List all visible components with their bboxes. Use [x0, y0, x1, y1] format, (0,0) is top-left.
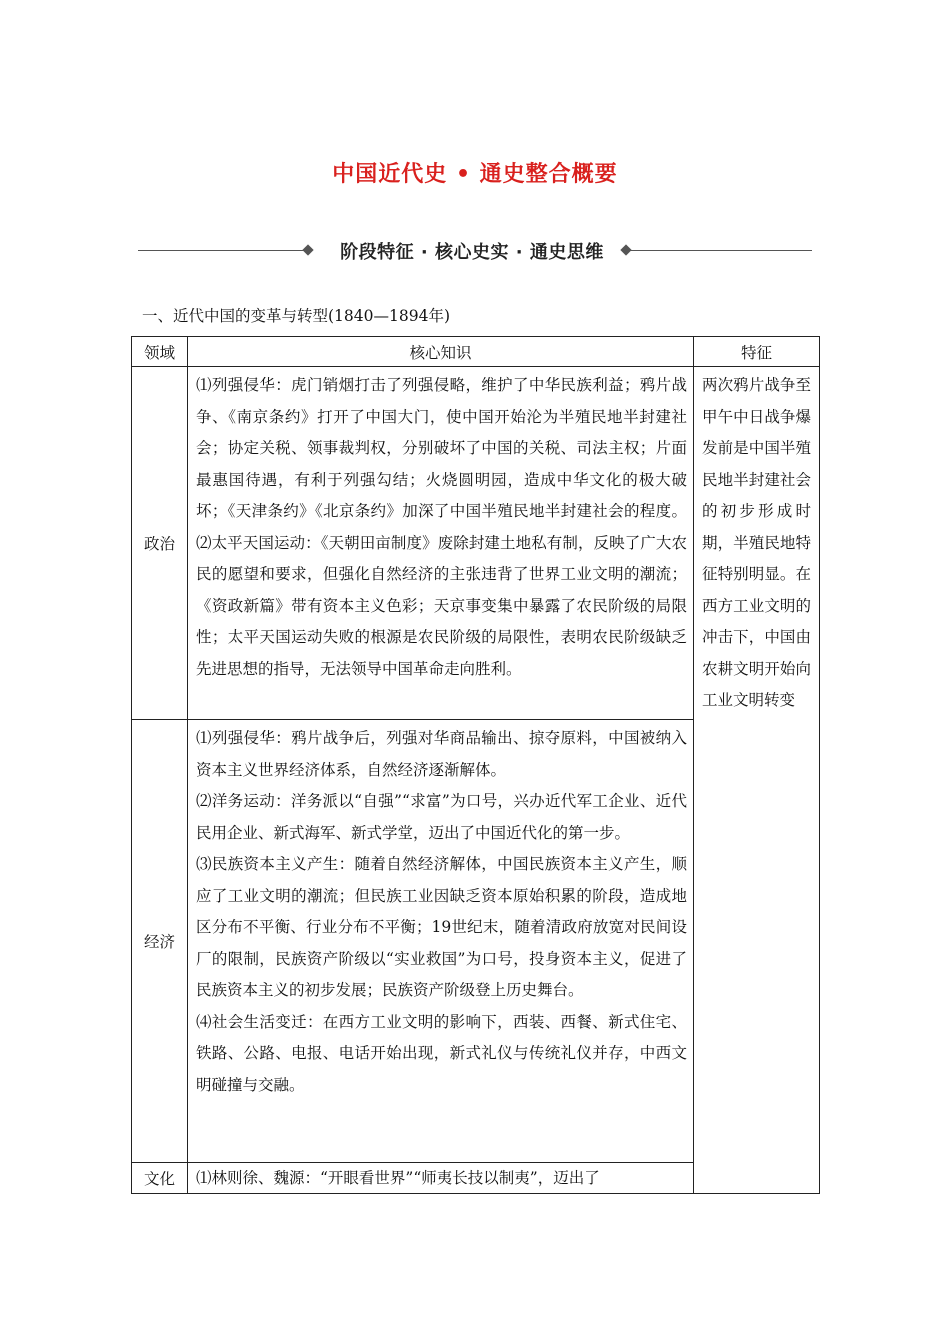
- field-cell: 文化: [132, 1163, 188, 1194]
- knowledge-paragraph: ⑷社会生活变迁：在西方工业文明的影响下，西装、西餐、新式住宅、铁路、公路、电报、电话开始出现，新式礼仪与传统礼仪并存，中西文明碰撞与交融。: [196, 1012, 687, 1094]
- section-heading: 一、近代中国的变革与转型(1840—1894年): [142, 307, 450, 325]
- banner-line-right: [629, 250, 812, 251]
- field-cell: 经济: [132, 720, 188, 1163]
- banner-text: 阶段特征 · 核心史实 · 通史思维: [340, 242, 604, 263]
- table-row: [132, 367, 820, 720]
- field-cell: 政治: [132, 367, 188, 720]
- knowledge-cell: [188, 367, 694, 720]
- section-banner: [138, 237, 812, 265]
- page-title: 中国近代史 • 通史整合概要: [332, 162, 618, 187]
- knowledge-paragraph: ⑶民族资本主义产生：随着自然经济解体，中国民族资本主义产生，顺应了工业文明的潮流；但民族工业因缺乏资本原始积累的阶段，造成地区分布不平衡、行业分布不平衡；19世纪末，随着清政府放宽对民间设厂的限制，民族资产阶级以“实业救国”为口号，投身资本主义，促进了民族资本主义的初步发展；民族资产阶级登上历史舞台。: [196, 855, 687, 999]
- diamond-icon: [302, 244, 313, 255]
- header-field: 领域: [132, 337, 188, 367]
- knowledge-paragraph: ⑴列强侵华：虎门销烟打击了列强侵略，维护了中华民族利益；鸦片战争、《南京条约》打开了中国大门，使中国开始沦为半殖民地半封建社会；协定关税、领事裁判权，分别破坏了中国的关税、司法主权；片面最惠国待遇，有利于列强勾结；火烧圆明园，造成中华文化的极大破坏；《天津条约》《北京条约》加深了中国半殖民地半封建社会的程度。⑵太平天国运动：《天朝田亩制度》废除封建土地私有制，反映了广大农民的愿望和要求，但强化自然经济的主张违背了世界工业文明的潮流；《资政新篇》带有资本主义色彩；天京事变集中暴露了农民阶级的局限性；太平天国运动失败的根源是农民阶级的局限性，表明农民阶级缺乏先进思想的指导，无法领导中国革命走向胜利。: [196, 376, 687, 678]
- header-knowledge: 核心知识: [188, 337, 694, 367]
- banner-line-left: [138, 250, 306, 251]
- header-feature: 特征: [694, 337, 820, 367]
- knowledge-paragraph: ⑴列强侵华：鸦片战争后，列强对华商品输出、掠夺原料，中国被纳入资本主义世界经济体系，自然经济逐渐解体。: [196, 729, 687, 779]
- table-header-row: [132, 337, 820, 367]
- knowledge-paragraph: ⑴林则徐、魏源：“开眼看世界”“师夷长技以制夷”，迈出了: [196, 1169, 600, 1187]
- knowledge-table: [131, 336, 820, 1194]
- knowledge-cell: [188, 720, 694, 1163]
- knowledge-cell: [188, 1163, 694, 1194]
- knowledge-paragraph: ⑵洋务运动：洋务派以“自强”“求富”为口号，兴办近代军工企业、近代民用企业、新式海军、新式学堂，迈出了中国近代化的第一步。: [196, 792, 687, 842]
- feature-cell: 两次鸦片战争至甲午中日战争爆发前是中国半殖民地半封建社会的初步形成时期，半殖民地特征特别明显。在西方工业文明的冲击下，中国由农耕文明开始向工业文明转变: [694, 367, 820, 1194]
